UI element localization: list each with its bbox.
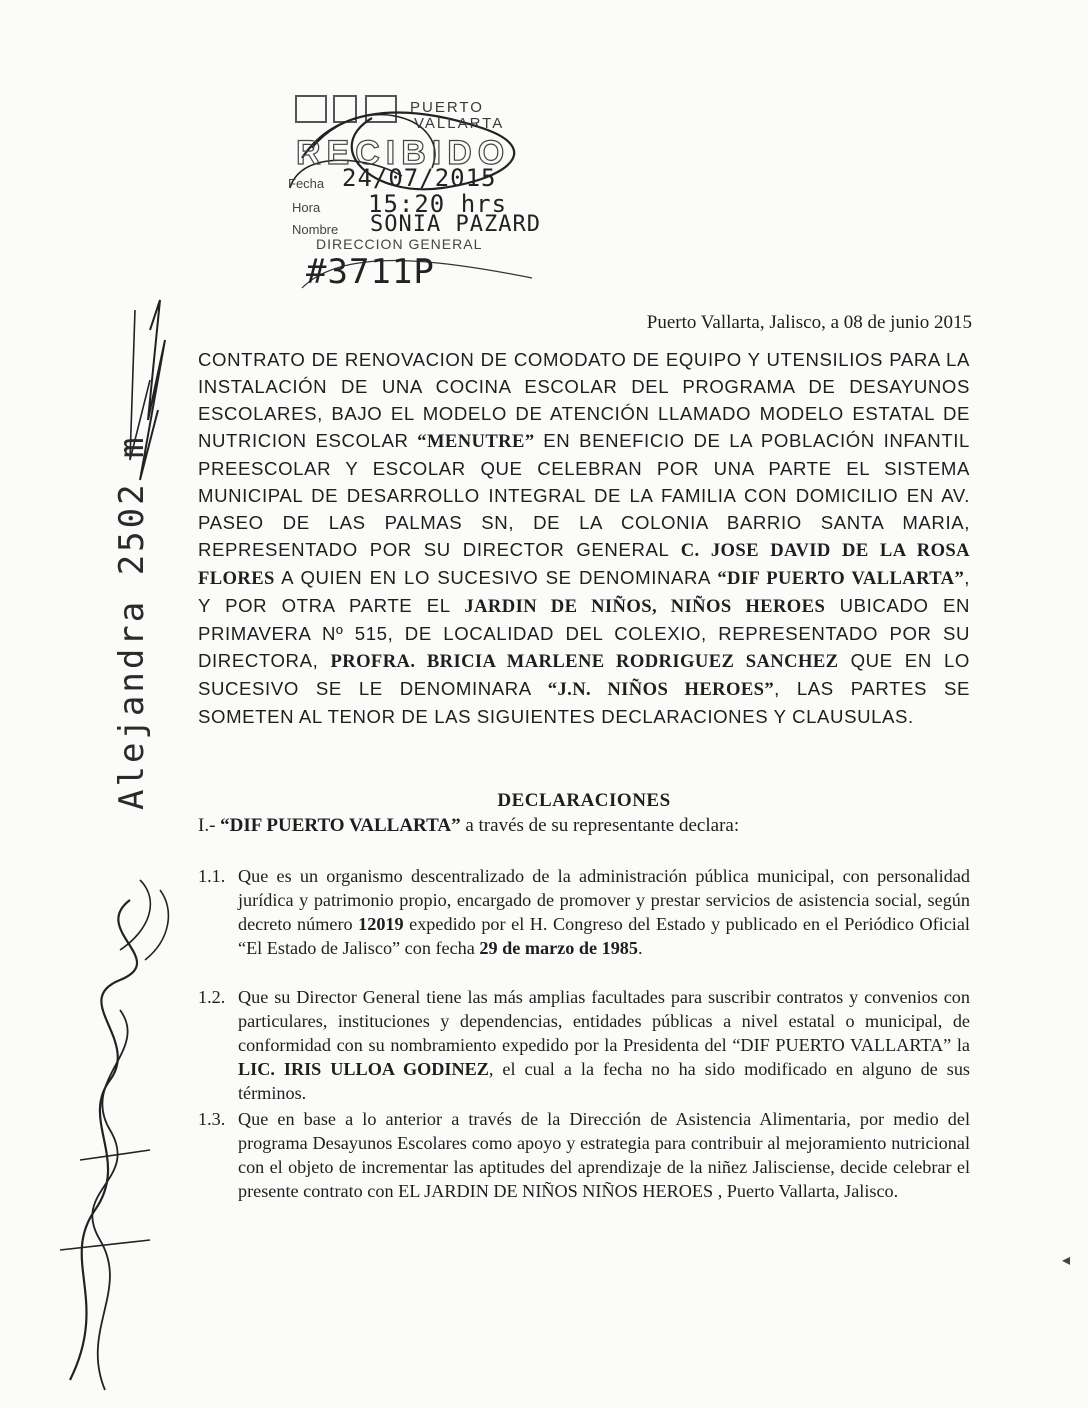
intro-bold-jn: “J.N. NIÑOS HEROES” bbox=[547, 679, 775, 700]
document-date: Puerto Vallarta, Jalisco, a 08 de junio 2015 bbox=[646, 312, 972, 333]
clause-1-3 bbox=[198, 1107, 970, 1203]
received-stamp bbox=[282, 88, 572, 298]
clause-bold-date: 29 de marzo de 1985 bbox=[479, 938, 638, 958]
stamp-nombre-label: Nombre bbox=[292, 222, 339, 237]
clause-text-part: expedido por el H. Congreso del Estado y publicado en el Periódico Oficial “El Estado de Jalisco” con fecha bbox=[238, 914, 970, 958]
edge-mark: ◂ bbox=[1062, 1252, 1071, 1269]
intro-text-7: , LAS PARTES SE SOMETEN AL TENOR DE LAS SIGUIENTES DECLARACIONES Y CLAUSULAS. bbox=[198, 678, 970, 727]
stamp-brand-line1: PUERTO bbox=[410, 99, 484, 116]
stamp-nombre-value: SONIA PAZARD bbox=[370, 212, 541, 237]
clause-bold-president: LIC. IRIS ULLOA GODINEZ bbox=[238, 1059, 489, 1079]
intro-text-6: QUE EN LO SUCESIVO SE LE DENOMINARA bbox=[198, 650, 970, 699]
intro-bold-dif: “DIF PUERTO VALLARTA” bbox=[717, 568, 965, 589]
intro-text-5: UBICADO EN PRIMAVERA Nº 515, DE LOCALIDAD DEL COLEXIO, REPRESENTADO POR SU DIRECTORA, bbox=[198, 595, 970, 671]
intro-bold-directora: PROFRA. BRICIA MARLENE RODRIGUEZ SANCHEZ bbox=[330, 651, 839, 672]
intro-text-2: EN BENEFICIO DE LA POBLACIÓN INFANTIL PREESCOLAR Y ESCOLAR QUE CELEBRAN POR UNA PARTE EL SISTEMA MUNICIPAL DE DESARROLLO INTEGRAL DE LA FAMILIA CON DOMICILIO EN AV. PASEO DE LAS PALMAS SN, DE LA COLONIA BARRIO SANTA MARIA, REPRESENTADO POR SU DIRECTOR GENERAL bbox=[198, 430, 970, 560]
clause-text-part: Que es un organismo descentralizado de la administración pública municipal, con personalidad jurídica y patrimonio propio, encargado de promover y prestar servicios de asistencia social, según decreto número bbox=[238, 866, 970, 934]
clause-number: 1.1. bbox=[198, 866, 226, 886]
intro-text-1: CONTRATO DE RENOVACION DE COMODATO DE EQUIPO Y UTENSILIOS PARA LA INSTALACIÓN DE UNA COCINA ESCOLAR DEL PROGRAMA DE DESAYUNOS ESCOLARES, BAJO EL MODELO DE ATENCIÓN LLAMADO MODELO ESTATAL DE NUTRICION ESCOLAR bbox=[198, 349, 970, 451]
contract-intro bbox=[198, 346, 970, 730]
stamp-title: RECIBIDO bbox=[296, 134, 511, 172]
margin-handwritten-note: Alejandra 2502 m bbox=[112, 434, 152, 810]
intro-bold-menutre: “MENUTRE” bbox=[417, 431, 535, 452]
stamp-folio: #3711P bbox=[306, 252, 435, 292]
intro-bold-director: C. JOSE DAVID DE LA ROSA FLORES bbox=[198, 540, 971, 589]
stamp-brand-line2: VALLARTA bbox=[414, 115, 505, 132]
stamp-hora-label: Hora bbox=[292, 200, 321, 215]
clause-text-part: , el cual a la fecha no ha sido modificado en alguno de sus términos. bbox=[238, 1059, 970, 1103]
clause-text-part: . bbox=[638, 938, 643, 958]
declaration-intro bbox=[198, 815, 970, 837]
intro-text-3: A QUIEN EN LO SUCESIVO SE DENOMINARA bbox=[274, 567, 718, 588]
declaration-rest: a través de su representante declara: bbox=[460, 815, 740, 836]
section-heading: DECLARACIONES bbox=[497, 790, 671, 811]
clause-number: 1.3. bbox=[198, 1109, 226, 1129]
margin-signatures bbox=[0, 0, 200, 1408]
stamp-footer: DIRECCION GENERAL bbox=[316, 236, 483, 252]
clause-1-2 bbox=[198, 985, 970, 1105]
stamp-fecha-label: Fecha bbox=[288, 176, 325, 191]
clause-bold-decree: 12019 bbox=[358, 914, 404, 934]
clause-1-1 bbox=[198, 864, 970, 960]
declaration-number: I.- bbox=[198, 815, 216, 836]
stamp-fecha-value: 24/07/2015 bbox=[342, 164, 497, 192]
clause-text: Que en base a lo anterior a través de la Dirección de Asistencia Alimentaria, por medio del programa Desayunos Escolares como apoyo y estrategia para contribuir al mejoramiento nutricional con el objeto de incrementar las aptitudes del aprendizaje de la niñez Jalisciense, decide celebrar el presente contrato con EL JARDIN DE NIÑOS NIÑOS HEROES , Puerto Vallarta, Jalisco. bbox=[238, 1109, 970, 1201]
stamp-hora-value: 15:20 hrs bbox=[368, 190, 508, 218]
declaration-party: “DIF PUERTO VALLARTA” bbox=[220, 815, 461, 836]
intro-bold-jardin: JARDIN DE NIÑOS, NIÑOS HEROES bbox=[464, 596, 826, 617]
clause-text bbox=[198, 985, 970, 1105]
clause-text-part: Que su Director General tiene las más amplias facultades para suscribir contratos y convenios con particulares, instituciones y dependencias, entidades públicas a nivel estatal o municipal, de conformidad con su nombramiento expedido por la Presidenta del “DIF PUERTO VALLARTA” la bbox=[238, 987, 970, 1055]
intro-text-4: , Y POR OTRA PARTE EL bbox=[198, 567, 970, 616]
clause-text bbox=[198, 864, 970, 960]
stamp-brand bbox=[410, 100, 520, 132]
clause-number: 1.2. bbox=[198, 987, 226, 1007]
